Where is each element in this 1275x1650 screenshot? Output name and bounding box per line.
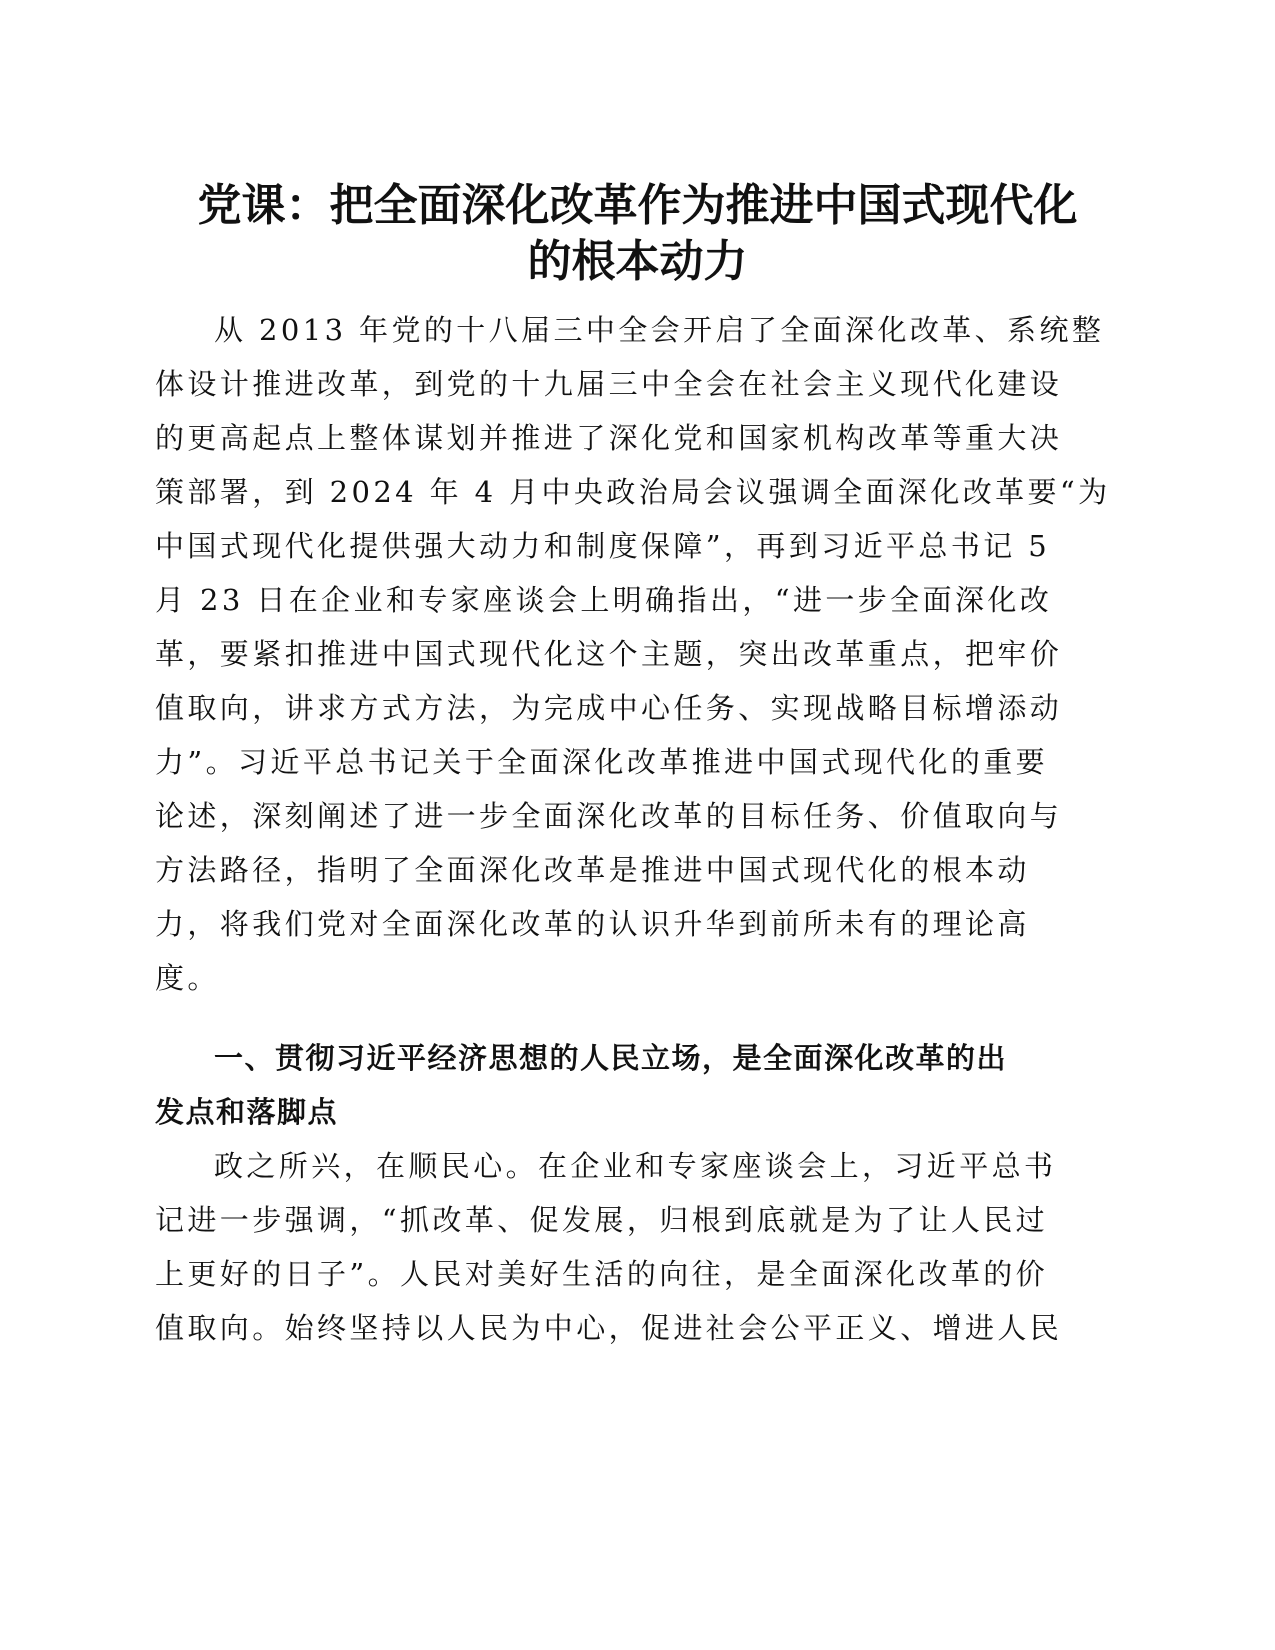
paragraph-line: 力”。习近平总书记关于全面深化改革推进中国式现代化的重要 [155, 745, 1049, 779]
section-heading-line: 发点和落脚点 [155, 1095, 339, 1129]
paragraph-line: 度。 [155, 961, 220, 995]
paragraph-line: 革，要紧扣推进中国式现代化这个主题，突出改革重点，把牢价 [155, 637, 1063, 671]
paragraph-line: 中国式现代化提供强大动力和制度保障”，再到习近平总书记 5 [155, 529, 1051, 563]
paragraph-line: 值取向，讲求方式方法，为完成中心任务、实现战略目标增添动 [155, 691, 1063, 725]
paragraph-line: 上更好的日子”。人民对美好生活的向往，是全面深化改革的价 [155, 1257, 1049, 1291]
paragraph-line: 月 23 日在企业和专家座谈会上明确指出，“进一步全面深化改 [155, 583, 1053, 617]
paragraph-line: 体设计推进改革，到党的十九届三中全会在社会主义现代化建设 [155, 367, 1063, 401]
section-heading-line: 一、贯彻习近平经济思想的人民立场，是全面深化改革的出 [214, 1041, 1008, 1075]
paragraph-line: 力，将我们党对全面深化改革的认识升华到前所未有的理论高 [155, 907, 1030, 941]
paragraph-line: 的更高起点上整体谋划并推进了深化党和国家机构改革等重大决 [155, 421, 1063, 455]
paragraph-line: 方法路径，指明了全面深化改革是推进中国式现代化的根本动 [155, 853, 1030, 887]
document-title-line-1: 党课：把全面深化改革作为推进中国式现代化 [197, 180, 1078, 231]
paragraph-line: 记进一步强调，“抓改革、促发展，归根到底就是为了让人民过 [155, 1203, 1049, 1237]
paragraph-line: 政之所兴，在顺民心。在企业和专家座谈会上，习近平总书 [214, 1149, 1057, 1183]
paragraph-line: 值取向。始终坚持以人民为中心，促进社会公平正义、增进人民 [155, 1311, 1063, 1345]
document-title-line-2: 的根本动力 [527, 236, 748, 287]
paragraph-line: 策部署，到 2024 年 4 月中央政治局会议强调全面深化改革要“为 [155, 475, 1111, 509]
paragraph-line: 论述，深刻阐述了进一步全面深化改革的目标任务、价值取向与 [155, 799, 1063, 833]
paragraph-line: 从 2013 年党的十八届三中全会开启了全面深化改革、系统整 [214, 313, 1105, 347]
